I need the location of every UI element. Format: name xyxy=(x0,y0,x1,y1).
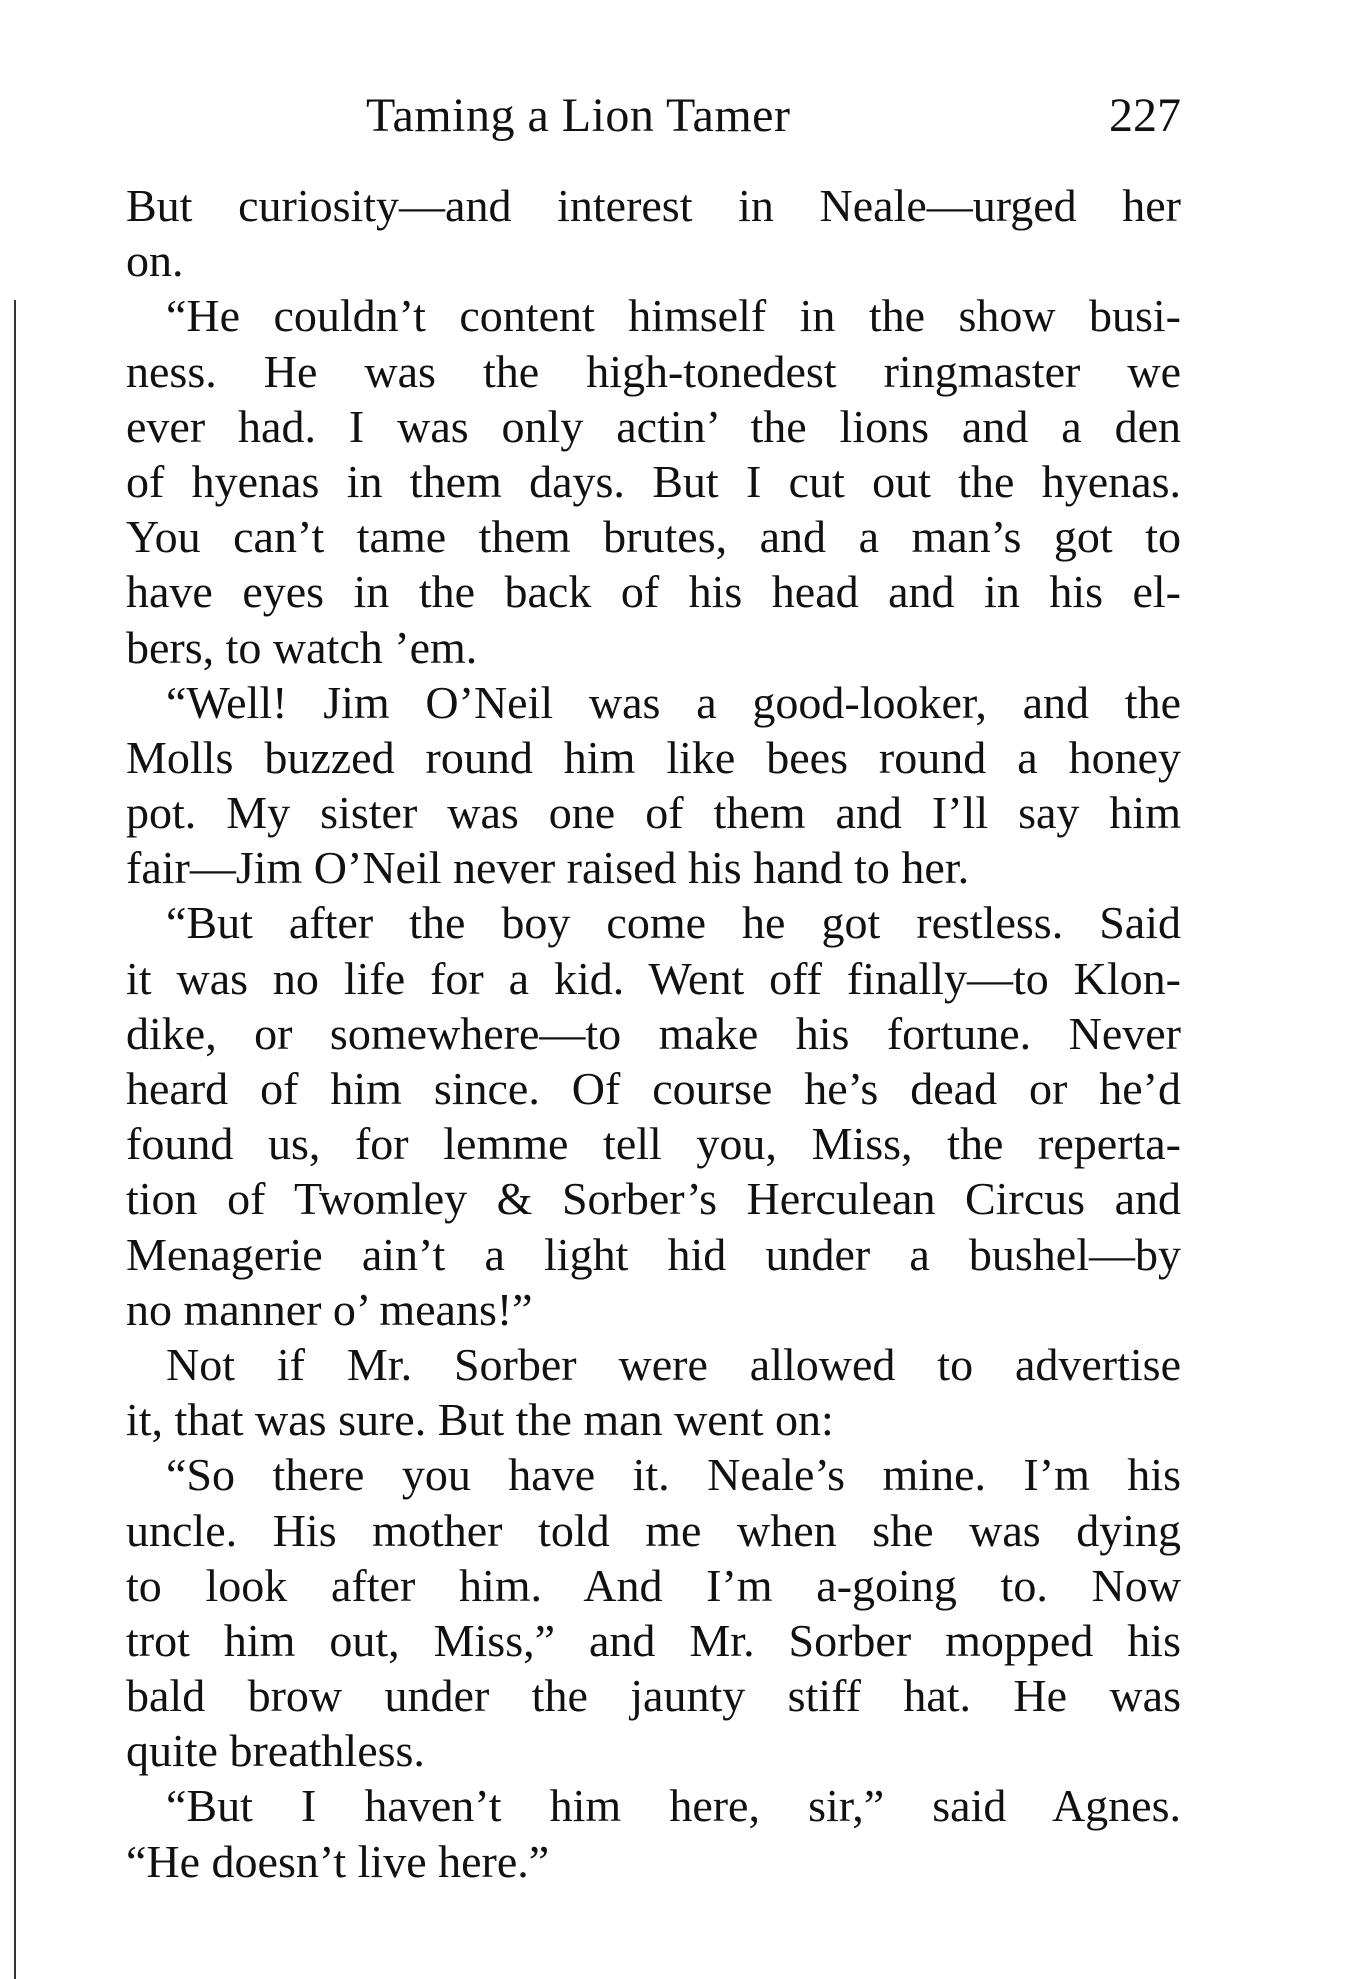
text-line: ness. He was the high-tonedest ringmaster we xyxy=(126,345,1181,397)
text-line: dike, or somewhere—to make his fortune. Never xyxy=(126,1007,1181,1059)
text-line: ever had. I was only actin’ the lions and a den xyxy=(126,400,1181,452)
text-line: tion of Twomley & Sorber’s Herculean Circus and xyxy=(126,1173,1181,1225)
page-number: 227 xyxy=(1109,89,1181,142)
text-line: “But after the boy come he got restless. Said xyxy=(166,897,1181,949)
text-line: have eyes in the back of his head and in his el- xyxy=(126,566,1181,618)
text-line: found us, for lemme tell you, Miss, the reperta- xyxy=(126,1118,1181,1170)
text-line: it, that was sure. But the man went on: xyxy=(126,1394,834,1446)
text-line: to look after him. And I’m a-going to. Now xyxy=(126,1559,1181,1611)
text-line: Menagerie ain’t a light hid under a bushel—by xyxy=(126,1228,1181,1280)
text-line: no manner o’ means!” xyxy=(126,1283,533,1335)
text-line: “Well! Jim O’Neil was a good-looker, and the xyxy=(166,676,1181,728)
binding-edge-line xyxy=(14,300,16,1979)
text-line: But curiosity—and interest in Neale—urged her xyxy=(126,180,1181,231)
text-line: You can’t tame them brutes, and a man’s got to xyxy=(126,511,1181,563)
text-line: bers, to watch ’em. xyxy=(126,621,478,673)
text-line: bald brow under the jaunty stiff hat. He was xyxy=(126,1670,1181,1722)
page-header xyxy=(126,88,1181,148)
text-line: heard of him since. Of course he’s dead or he’d xyxy=(126,1063,1181,1114)
text-line: on. xyxy=(126,235,184,287)
text-line: it was no life for a kid. Went off finally—to Klon- xyxy=(126,952,1181,1004)
body-text xyxy=(126,178,1181,1889)
text-line: of hyenas in them days. But I cut out the hyenas. xyxy=(126,455,1181,507)
text-line: fair—Jim O’Neil never raised his hand to her. xyxy=(126,842,970,894)
text-line: “So there you have it. Neale’s mine. I’m his xyxy=(166,1449,1181,1501)
text-line: pot. My sister was one of them and I’ll say him xyxy=(126,787,1181,839)
text-line: quite breathless. xyxy=(126,1725,425,1777)
text-line: trot him out, Miss,” and Mr. Sorber mopped his xyxy=(126,1614,1181,1666)
text-line: uncle. His mother told me when she was dying xyxy=(126,1504,1181,1556)
text-line: “But I haven’t him here, sir,” said Agnes. xyxy=(166,1780,1181,1832)
running-title: Taming a Lion Tamer xyxy=(366,89,791,142)
text-line: “He doesn’t live here.” xyxy=(126,1835,550,1887)
text-line: Molls buzzed round him like bees round a honey xyxy=(126,731,1181,783)
text-line: “He couldn’t content himself in the show busi- xyxy=(166,290,1181,342)
text-line: Not if Mr. Sorber were allowed to advertise xyxy=(166,1338,1181,1390)
